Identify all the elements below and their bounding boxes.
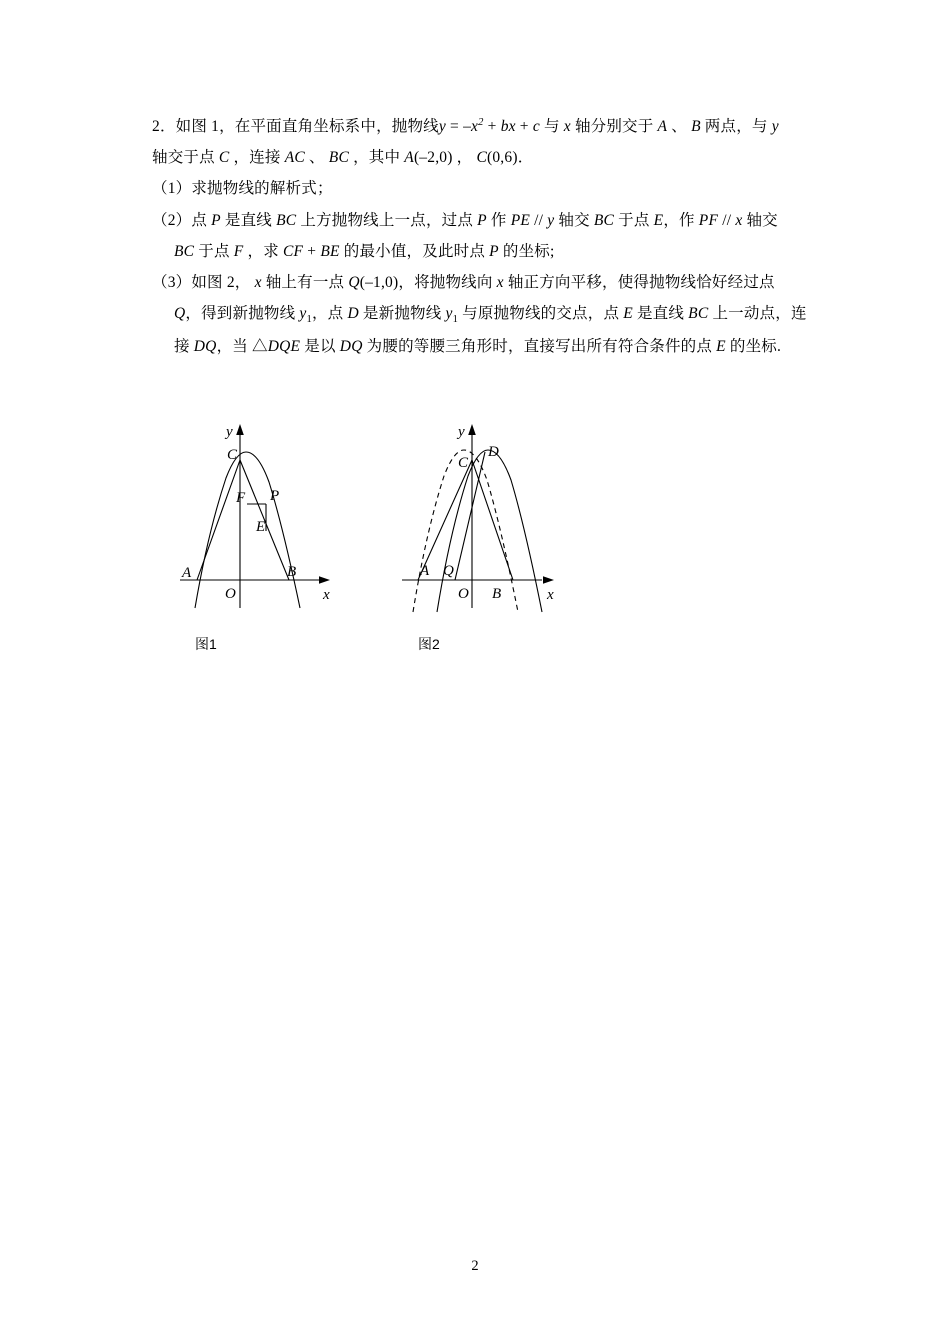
stem-equals: = – bbox=[445, 118, 472, 135]
stem-math-equation: y bbox=[438, 118, 446, 135]
fig2-label-C: C bbox=[458, 455, 469, 471]
q3-t6: ，点 bbox=[311, 305, 348, 323]
q2-t3: 上方抛物线上一点，过点 bbox=[296, 211, 478, 229]
stem-coord-C-val: (0,6) bbox=[487, 149, 518, 167]
q2-t7: ，作 bbox=[663, 211, 699, 229]
q2-P: P bbox=[211, 211, 221, 229]
q2-PE: PE bbox=[510, 211, 531, 229]
q2-par1: // bbox=[530, 211, 548, 229]
fig1-label-C: C bbox=[227, 447, 238, 463]
stem-x1: x bbox=[471, 118, 479, 135]
stem-seg-AC: AC bbox=[284, 149, 305, 167]
fig2-x-arrow bbox=[543, 576, 554, 584]
q3-y1: y bbox=[299, 305, 307, 323]
fig2-label-D: D bbox=[488, 444, 499, 460]
stem-text-6: 轴交于点 bbox=[152, 149, 215, 167]
q3-t15: 的坐标. bbox=[725, 337, 782, 355]
q2-P2: P bbox=[477, 211, 487, 229]
fig1-label-A: A bbox=[182, 565, 192, 581]
fig1-label-y: y bbox=[226, 424, 233, 440]
q3-x: x bbox=[254, 274, 262, 292]
q3-t5: ，得到新抛物线 bbox=[185, 305, 300, 323]
problem-stem-line2 bbox=[152, 143, 812, 173]
stem-x-axis: x bbox=[563, 118, 571, 135]
q2-t9: 于点 bbox=[194, 242, 234, 260]
stem-point-A: A bbox=[657, 118, 668, 135]
stem-text-4: 、 bbox=[667, 118, 692, 135]
q3-t10: 上一动点，连 bbox=[708, 305, 807, 323]
q2-PF: PF bbox=[698, 211, 719, 229]
q2-BC2: BC bbox=[593, 211, 615, 229]
q2-t1: （2）点 bbox=[152, 211, 212, 229]
stem-point-B: B bbox=[691, 118, 701, 135]
stem-coord-A: A bbox=[404, 149, 414, 167]
q3-Q: Q bbox=[348, 274, 360, 292]
fig1-label-O: O bbox=[225, 586, 236, 602]
stem-text-3: 轴分别交于 bbox=[570, 118, 658, 135]
figure-1-graphic bbox=[170, 412, 430, 652]
figure-2-caption: 图2 bbox=[418, 636, 440, 652]
fig1-label-P: P bbox=[270, 488, 280, 504]
q3-t8: 与原抛物线的交点，点 bbox=[458, 305, 624, 323]
q2-t12: 的坐标; bbox=[498, 242, 555, 260]
stem-exp: 2 bbox=[478, 116, 484, 128]
q3-D: D bbox=[347, 305, 359, 323]
stem-coord-A-val: (–2,0) bbox=[413, 149, 453, 167]
q2-BC3: BC bbox=[174, 242, 195, 260]
q3-x2: x bbox=[496, 274, 504, 292]
q3-t2: 轴上有一点 bbox=[261, 274, 349, 292]
q3-y1sub: 1 bbox=[306, 314, 312, 326]
fig2-label-x: x bbox=[547, 587, 554, 603]
stem-b: b bbox=[500, 118, 509, 135]
fig1-label-x: x bbox=[323, 587, 330, 603]
q2-par2: // bbox=[718, 211, 736, 229]
stem-text-9: ，其中 bbox=[349, 149, 405, 167]
q2-CF: CF bbox=[283, 242, 304, 260]
q3-DQE: DQE bbox=[267, 337, 301, 355]
figure-1-caption: 图1 bbox=[195, 636, 217, 652]
stem-text-7: ，连接 bbox=[233, 149, 285, 167]
stem-point-C: C bbox=[214, 149, 234, 167]
fig2-label-A: A bbox=[420, 563, 430, 579]
stem-c: c bbox=[532, 118, 540, 135]
q2-t8: 轴交 bbox=[742, 211, 778, 229]
q3-t3: ，将抛物线向 bbox=[398, 274, 497, 292]
q3-t7: 是新抛物线 bbox=[358, 305, 446, 323]
question-1-text: （1）求抛物线的解析式； bbox=[152, 180, 333, 198]
fig2-label-Q: Q bbox=[443, 563, 454, 579]
question-3-line3 bbox=[152, 332, 812, 362]
q3-t11: 接 bbox=[174, 337, 194, 355]
q3-Q2: Q bbox=[174, 305, 186, 323]
q3-E2: E bbox=[716, 337, 726, 355]
q2-x: x bbox=[735, 211, 743, 229]
stem-text-5: 两点，与 bbox=[700, 118, 772, 135]
question-3-line2 bbox=[152, 299, 812, 331]
question-1 bbox=[152, 174, 812, 204]
q3-E: E bbox=[623, 305, 633, 323]
problem-stem bbox=[152, 112, 812, 142]
q3-t4: 轴正方向平移，使得抛物线恰好经过点 bbox=[503, 274, 775, 292]
q2-F: F bbox=[233, 242, 244, 260]
fig1-segment-AC bbox=[197, 460, 240, 580]
q2-plus: + bbox=[303, 242, 321, 260]
fig1-label-F: F bbox=[236, 490, 246, 506]
stem-seg-BC: BC bbox=[328, 149, 349, 167]
q3-t13: 是以 bbox=[300, 337, 340, 355]
fig2-parabola-shifted bbox=[437, 450, 542, 612]
fig2-label-y: y bbox=[458, 424, 465, 440]
q2-t6: 于点 bbox=[614, 211, 654, 229]
fig2-label-O: O bbox=[458, 586, 469, 602]
q2-t10: ，求 bbox=[243, 242, 284, 260]
fig1-label-E: E bbox=[256, 519, 266, 535]
fig1-y-arrow bbox=[236, 424, 244, 435]
fig1-x-arrow bbox=[319, 576, 330, 584]
fig1-label-B: B bbox=[287, 564, 297, 580]
q3-t14: 为腰的等腰三角形时，直接写出所有符合条件的点 bbox=[362, 337, 717, 355]
fig2-segment-AC bbox=[418, 460, 472, 580]
q2-t2: 是直线 bbox=[220, 211, 277, 229]
q2-y: y bbox=[547, 211, 555, 229]
stem-text-11: ． bbox=[517, 149, 534, 167]
q2-P3: P bbox=[489, 242, 499, 260]
figure-2-graphic bbox=[392, 412, 672, 652]
stem-plus2: + bbox=[515, 118, 533, 135]
q3-DQ: DQ bbox=[193, 337, 217, 355]
fig2-label-B: B bbox=[492, 586, 502, 602]
q3-t9: 是直线 bbox=[632, 305, 689, 323]
q3-BC: BC bbox=[688, 305, 709, 323]
fig2-segment-CB bbox=[472, 460, 513, 580]
page-number: 2 bbox=[471, 1258, 479, 1274]
stem-text-8: 、 bbox=[304, 149, 329, 167]
stem-text-1: 2．如图 1，在平面直角坐标系中，抛物线 bbox=[152, 118, 439, 135]
question-2-line2 bbox=[152, 237, 812, 267]
q3-Qval: (–1,0) bbox=[359, 274, 399, 292]
stem-text-10: ， bbox=[452, 149, 477, 167]
q2-t4: 作 bbox=[486, 211, 511, 229]
stem-y-axis: y bbox=[771, 118, 779, 135]
stem-coord-C: C bbox=[476, 149, 487, 167]
fig1-parabola bbox=[195, 452, 300, 608]
q2-E: E bbox=[653, 211, 664, 229]
q2-BC: BC bbox=[276, 211, 297, 229]
question-3 bbox=[152, 268, 812, 298]
q3-t12: ，当 △ bbox=[216, 337, 268, 355]
question-2 bbox=[152, 206, 812, 236]
q2-BE: BE bbox=[320, 242, 340, 260]
q3-y1b: y bbox=[445, 305, 453, 323]
q3-y1subb: 1 bbox=[452, 314, 459, 326]
fig2-y-arrow bbox=[468, 424, 476, 435]
q3-t1: （3）如图 2， bbox=[152, 274, 255, 292]
q2-t11: 的最小值，及此时点 bbox=[339, 242, 490, 260]
stem-plus1: + bbox=[483, 118, 501, 135]
q2-t5: 轴交 bbox=[554, 211, 594, 229]
q3-DQ2: DQ bbox=[339, 337, 363, 355]
stem-text-2: 与 bbox=[539, 118, 564, 135]
problem-body bbox=[152, 112, 812, 363]
figures-container bbox=[170, 412, 770, 662]
stem-x2: x bbox=[508, 118, 516, 135]
